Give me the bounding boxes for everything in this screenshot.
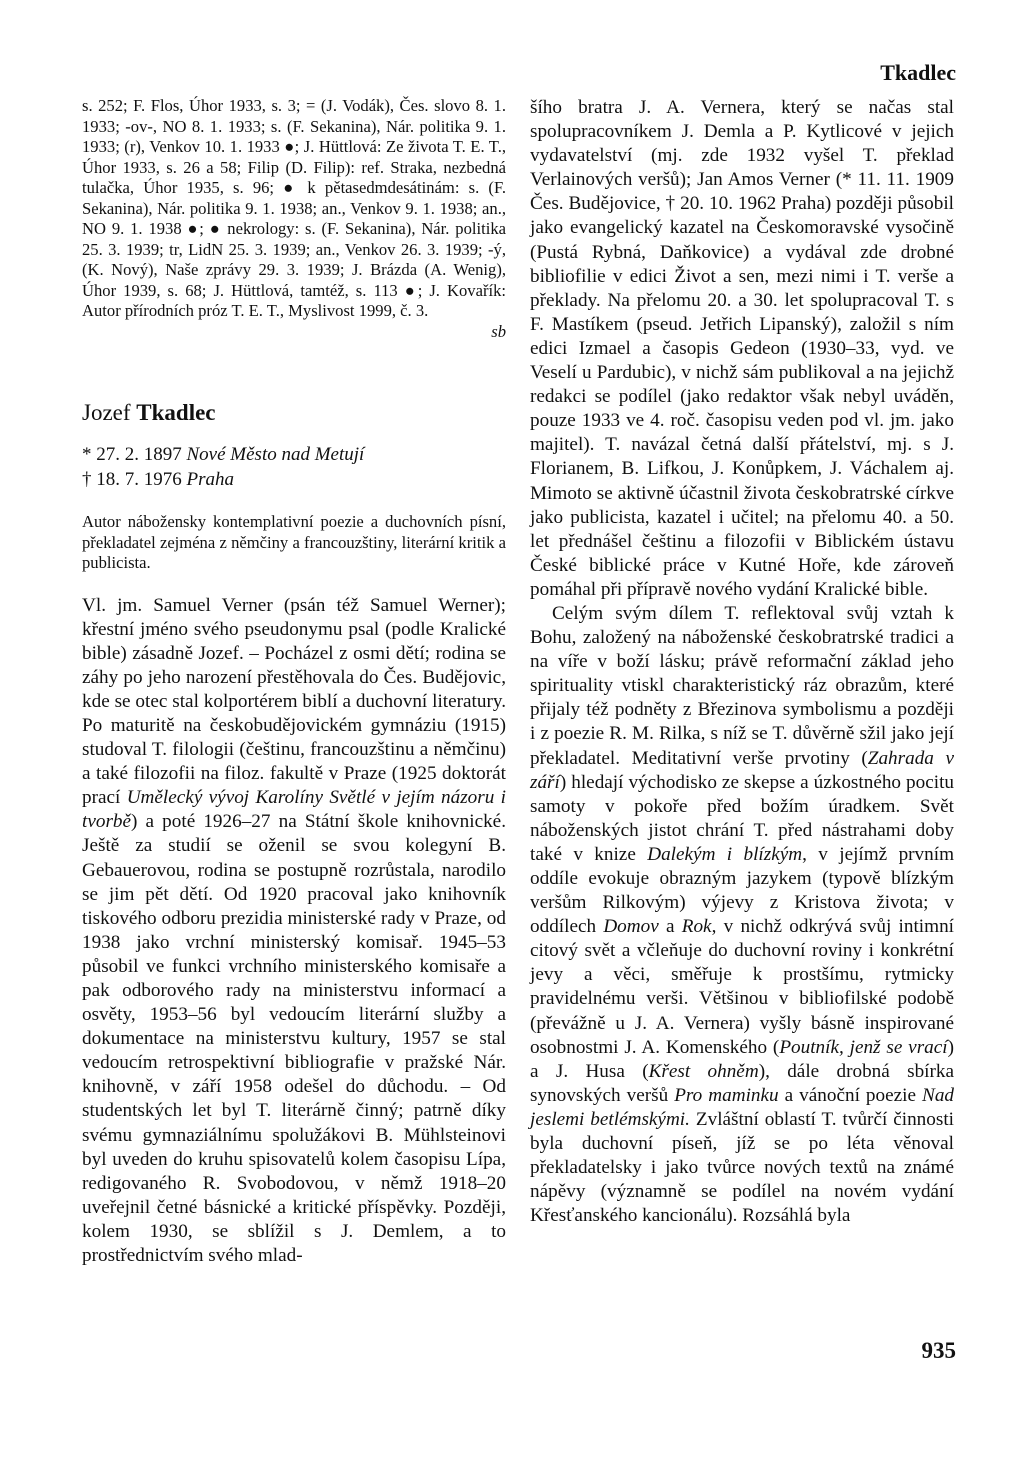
body-text-segment: a vánoční poezie	[784, 1084, 916, 1106]
work-title: Křest ohněm	[648, 1060, 759, 1082]
entry-first-name: Jozef	[82, 400, 131, 425]
body-text-segment: , v jejímž prvním oddíle evokuje obrazným jazykem (typově blízkým veršům Rilkovým) výjevy z Kristova života; v oddílech	[530, 843, 954, 938]
work-title: Domov	[603, 916, 659, 938]
body-text-segment: Zvláštní oblastí T. tvůrčí činnosti byla duchovní píseň, jíž se po léta věnoval překladatelsky i jako tvůrce nových textů na známé nápěvy (významně se podílel na novém vydání Křesťanského kancionálu). Rozsáhlá byla	[530, 1108, 954, 1227]
references: s. 252; F. Flos, Úhor 1933, s. 3; = (J. Vodák), Čes. slovo 8. 1. 1933; -ov-, NO 8. 1. 1933; s. (F. Sekanina), Nár. politika 9. 1. 1933; (r), Venkov 10. 1. 1933 ●; J. Hüttlová: Ze života T. E. T., Úhor 1933, s. 26 a 58; Filip (D. Filip): ref. Straka, nezbedná tulačka, Úhor 1935, s. 96; ● k pětasedmdesátinám: s. (F. Sekanina), Nár. politika 9. 1. 1938; an., Venkov 9. 1. 1938; an., NO 9. 1. 1938 ●; ● nekrology: s. (F. Sekanina), Nár. politika 25. 3. 1939; tr, LidN 25. 3. 1939; an., Venkov 26. 3. 1939; -ý, (K. Nový), Naše zprávy 29. 3. 1939; J. Brázda (A. Wenig), Úhor 1939, s. 68; J. Hüttlová, tamtéž, s. 113 ●; J. Kovařík: Autor přírodních próz T. E. T., Myslivost 1999, č. 3.	[82, 96, 506, 320]
author-signature: sb	[491, 321, 506, 341]
work-title: Umělecký vývoj Karolíny Světlé v jejím názoru i tvorbě	[82, 787, 506, 833]
death-place: Praha	[186, 469, 234, 490]
body-text-segment: ) a poté 1926–27 na Státní škole knihovnické. Ještě za studií se oženil se svou kolegyní B. Gebauerovou, rodina se postupně rozrůstala, narodilo se jim pět dětí. Od 1920 pracoval jako knihovník tiskového odboru prezidia ministerské rady v Praze, od 1938 jako vrchní ministerský komisař. 1945–53 působil ve funkci vrchního ministerského komisaře a pak odborového rady na ministerstvu informací a osvěty, 1953–56 byl vedoucím literární služby a dokumentace na ministerstvu kultury, 1957 se stal vedoucím retrospektivní bibliografie v pražské Nár. knihovně, v září 1958 odešel do důchodu. – Od studentských let byl T. literárně činný; patrně díky svému gymnaziálnímu spolužákovi B. Mühlsteinovi byl uveden do kruhu spisovatelů kolem časopisu Lípa, redigovaného R. Svobodovou, v němž 1918–20 uveřejnil četné básnické a kritické příspěvky. Později, kolem 1930, se sblížil s J. Demlem, a to prostřednictvím svého mlad-	[82, 811, 506, 1267]
body-text-segment: ) a J. Husa (	[530, 1036, 954, 1082]
entry-title	[82, 398, 506, 428]
page-number: 935	[921, 1338, 956, 1363]
birth-line	[82, 442, 506, 467]
birth-date: * 27. 2. 1897	[82, 444, 182, 465]
work-title: Pro maminku	[674, 1084, 779, 1106]
work-title: Dalekým i blízkým	[647, 843, 803, 865]
death-line	[82, 467, 506, 492]
body-text-segment: Celým svým dílem T. reflektoval svůj vztah k Bohu, založený na náboženské českobratrské tradici a na víře v boží lásku; právě reformační základ jeho spirituality vtiskl charakteristický ráz obrazům, které přijaly též podněty z Březinova symbolismu a později i z poezie R. M. Rilka, s níž se T. důvěrně sžil jako její překladatel. Meditativní verše prvotiny (	[530, 602, 954, 769]
body-text-segment: ) hledají východisko ze skepse a úzkostného pocitu samoty v pokoře před božím úradkem. Svět náboženských jistot chrání T. před nástrahami doby také v knize	[530, 771, 954, 865]
body-text-segment: , v nichž odkrývá svůj intimní citový svět a včleňuje do duchovní roviny i konkrétní jevy a věci, směřuje k prostšímu, rytmicky pravidelnému verši. Většinou v bibliofilské podobě (převážně u J. A. Vernera) vyšly básně inspirované osobnostmi J. A. Komenského (	[530, 916, 954, 1058]
left-column	[82, 96, 506, 1268]
body-text-segment: Vl. jm. Samuel Verner (psán též Samuel Werner); křestní jméno svého pseudonymu psal (podle Kralické bible) zásadně Jozef. – Pocházel z osmi dětí; rodina se záhy po jeho narození přestěhovala do Čes. Budějovic, kde se otec stal kolportérem biblí a duchovní literatury. Po maturitě na českobudějovickém gymnáziu (1915) studoval T. filologii (češtinu, francouzštinu a němčinu) a také filozofii na filoz. fakultě v Praze (1925 doktorát prací	[82, 594, 506, 809]
right-column	[530, 96, 954, 1228]
body-paragraph-2	[530, 602, 954, 1228]
entry-surname: Tkadlec	[136, 400, 216, 425]
body-paragraph-1	[82, 594, 506, 1269]
work-title: Poutník, jenž se vrací	[779, 1036, 948, 1058]
entry-abstract: Autor nábožensky kontemplativní poezie a duchovních písní, překladatel zejména z němčiny a francouzštiny, literární kritik a publicista.	[82, 512, 506, 572]
work-title: Nad jeslemi betlémskými.	[530, 1084, 955, 1130]
work-title: Zahrada v září	[530, 747, 955, 793]
running-head: Tkadlec	[880, 60, 956, 85]
birth-place: Nové Město nad Metují	[186, 444, 365, 465]
body-text-segment: ), dále drobná sbírka synovských veršů	[530, 1060, 955, 1106]
death-date: † 18. 7. 1976	[82, 469, 182, 490]
body-text-segment: a	[665, 916, 675, 938]
body-paragraph-1-continued: šího bratra J. A. Vernera, který se načas stal spolupracovníkem J. Demla a P. Kytlicové v jejich vydavatelství (mj. zde 1932 vyšel T. překlad Verlainových veršů); Jan Amos Verner (* 11. 11. 1909 Čes. Budějovice, † 20. 10. 1962 Praha) později působil jako evangelický kazatel na Českomoravské vysočině (Pustá Rybná, Daňkovice) a vydával zde drobné bibliofilie v edici Život a sen, mezi nimi i T. verše a překlady. Na přelomu 20. a 30. let spolupracoval T. s F. Mastíkem (pseud. Jetřich Lipanský), založil s ním edici Izmael a časopis Gedeon (1930–33, vyd. ve Veselí u Pardubic), v nichž sám publikoval a na jejichž redakci se podílel (jako redaktor však nebyl uváděn, pouze 1933 ve 4. roč. časopisu veden pod vl. jm. jako majitel). T. navázal četná další přátelství, mj. s J. Florianem, B. Lifkou, J. Konůpkem, J. Váchalem aj. Mimoto se aktivně účastnil života českobratrské církve jako publicista, kazatel i učitel; na přelomu 40. a 50. let přednášel češtinu a filozofii v Biblickém ústavu České biblické práce v Kutné Hoře, kde zároveň pomáhal při přípravě nového vydání Kralické bible.	[530, 97, 954, 600]
work-title: Rok	[681, 916, 712, 938]
life-dates	[82, 442, 506, 492]
